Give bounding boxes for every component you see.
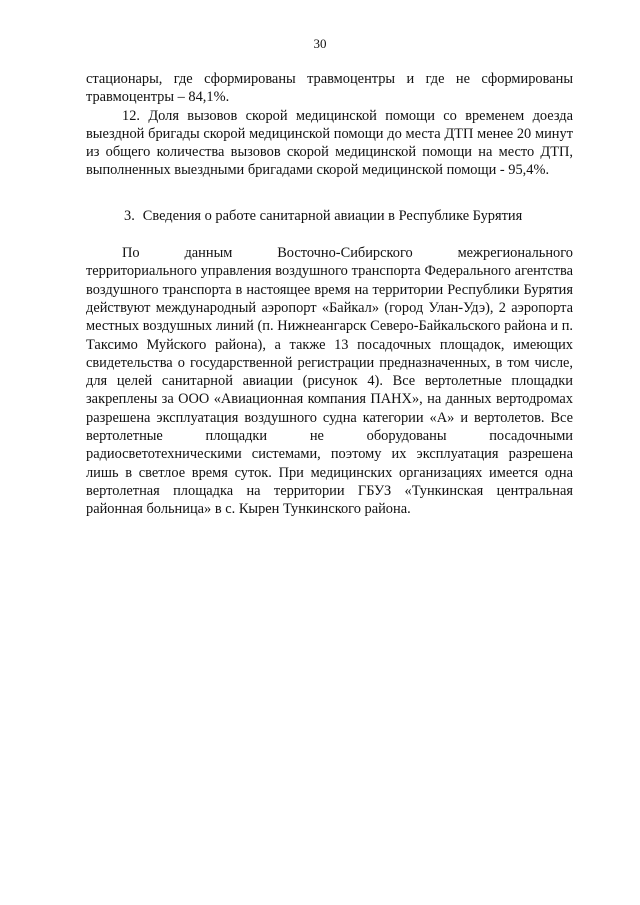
word: Восточно-Сибирского [277, 245, 413, 262]
section-number: 3. [124, 207, 135, 224]
paragraph-aviation: территориального управления воздушного транспорта Федерального агентства воздушного транспорта в настоящее время на территории Республики Бурятия действуют международный аэропорт «Байкал» (город Улан-Удэ), 2 аэропорта местных воздушных линий (п. Нижнеангарск Северо-Байкальского района и п. Таксимо Муйского района), а также 13 посадочных площадок, имеющих свидетельства о государственной регистрации предназначенных, в том числе, для целей санитарной авиации (рисунок 4). Все вертолетные площадки закреплены за ООО «Авиационная компания ПАНХ», на данных вертодромах разрешена эксплуатация воздушного судна категории «А» и вертолетов. Все вертолетные площадки не оборудованы посадочными радиосветотехническими системами, поэтому их эксплуатация разрешена лишь в светлое время суток. При медицинских организациях имеется одна вертолетная площадка на территории ГБУЗ «Тункинская центральная районная больница» в с. Кырен Тункинского района. [86, 263, 573, 518]
word: По [122, 245, 140, 262]
paragraph-continuation: стационары, где сформированы травмоцентры и где не сформированы травмоцентры – 84,1%. [86, 71, 573, 106]
section-title: Сведения о работе санитарной авиации в Республике Бурятия [142, 207, 523, 224]
document-body [86, 70, 573, 519]
word: данным [184, 245, 233, 262]
paragraph-first-line [86, 244, 573, 262]
page-number: 30 [313, 36, 327, 51]
paragraph-item-12: 12. Доля вызовов скорой медицинской помощи со временем доезда выездной бригады скорой медицинской помощи до места ДТП менее 20 минут из общего количества вызовов скорой медицинской помощи на место ДТП, выполненных выездными бригадами скорой медицинской помощи - 95,4%. [86, 107, 573, 179]
section-heading [86, 207, 573, 225]
word: межрегионального [457, 245, 573, 262]
